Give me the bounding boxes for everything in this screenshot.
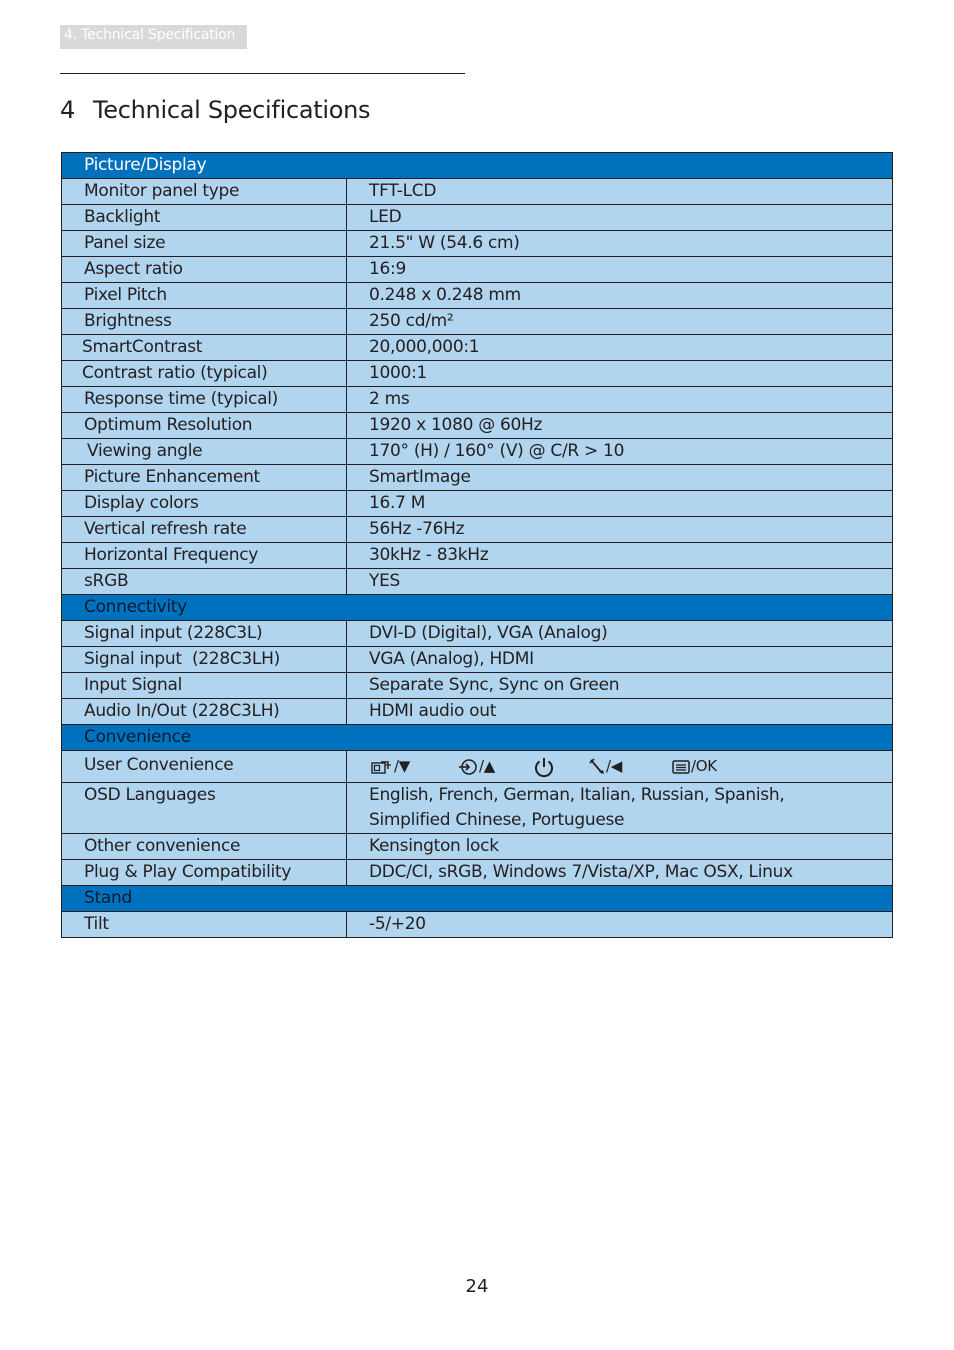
spec-label: Backlight <box>62 205 347 231</box>
spec-value: 21.5" W (54.6 cm) <box>347 231 893 257</box>
spec-value: SmartImage <box>347 465 893 491</box>
chapter-number: 4 <box>60 96 75 124</box>
spec-label: Pixel Pitch <box>62 283 347 309</box>
spec-label: Response time (typical) <box>62 387 347 413</box>
spec-label: OSD Languages <box>62 783 347 834</box>
spec-value: -5/+20 <box>347 912 893 938</box>
spec-label: Tilt <box>62 912 347 938</box>
power-icon <box>533 756 555 778</box>
spec-label: Plug & Play Compatibility <box>62 860 347 886</box>
smartimage-control <box>371 751 410 782</box>
table-row <box>62 439 893 465</box>
spec-value: 250 cd/m² <box>347 309 893 335</box>
table-row <box>62 465 893 491</box>
section-title: Picture/Display <box>62 153 893 179</box>
table-row <box>62 205 893 231</box>
spec-label: Picture Enhancement <box>62 465 347 491</box>
control-glyph: /▲ <box>479 757 495 775</box>
table-row <box>62 860 893 886</box>
spec-value: 16.7 M <box>347 491 893 517</box>
control-glyph: /OK <box>691 757 717 775</box>
spec-value: 170° (H) / 160° (V) @ C/R > 10 <box>347 439 893 465</box>
spec-label: Aspect ratio <box>62 257 347 283</box>
section-connectivity <box>62 595 893 621</box>
spec-value: HDMI audio out <box>347 699 893 725</box>
section-title: Connectivity <box>62 595 893 621</box>
osd-languages-line-1: English, French, German, Italian, Russian, Spanish, <box>369 785 785 805</box>
controls-cell <box>347 751 893 783</box>
spec-label: Brightness <box>62 309 347 335</box>
spec-label: Display colors <box>62 491 347 517</box>
table-row <box>62 517 893 543</box>
spec-label: Audio In/Out (228C3LH) <box>62 699 347 725</box>
section-convenience <box>62 725 893 751</box>
spec-label: sRGB <box>62 569 347 595</box>
spec-value: 56Hz -76Hz <box>347 517 893 543</box>
table-row <box>62 912 893 938</box>
table-row <box>62 231 893 257</box>
spec-label: Contrast ratio (typical) <box>62 361 347 387</box>
section-title: Stand <box>62 886 893 912</box>
spec-value: Separate Sync, Sync on Green <box>347 673 893 699</box>
table-row <box>62 309 893 335</box>
spec-label: SmartContrast <box>62 335 347 361</box>
table-row <box>62 387 893 413</box>
running-head: 4. Technical Specification <box>60 25 247 49</box>
spec-value: VGA (Analog), HDMI <box>347 647 893 673</box>
spec-label: Panel size <box>62 231 347 257</box>
section-title: Convenience <box>62 725 893 751</box>
spec-value: 16:9 <box>347 257 893 283</box>
spec-label: Other convenience <box>62 834 347 860</box>
table-row <box>62 621 893 647</box>
spec-value: Kensington lock <box>347 834 893 860</box>
spec-value: 1000:1 <box>347 361 893 387</box>
tools-control <box>589 751 622 782</box>
control-glyph: /◀ <box>606 757 622 775</box>
spec-value: 20,000,000:1 <box>347 335 893 361</box>
table-row <box>62 569 893 595</box>
section-stand <box>62 886 893 912</box>
spec-value: LED <box>347 205 893 231</box>
spec-label: Signal input (228C3L) <box>62 621 347 647</box>
spec-label: Input Signal <box>62 673 347 699</box>
spec-value: YES <box>347 569 893 595</box>
control-glyph: /▼ <box>394 757 410 775</box>
header-rule <box>60 73 465 74</box>
table-row <box>62 673 893 699</box>
menu-control <box>672 751 717 782</box>
spec-value: 0.248 x 0.248 mm <box>347 283 893 309</box>
input-control <box>458 751 495 782</box>
table-row <box>62 699 893 725</box>
table-row <box>62 413 893 439</box>
table-row <box>62 179 893 205</box>
spec-value <box>347 783 893 834</box>
chapter-title-text: Technical Specifications <box>93 96 371 124</box>
osd-languages-line-2: Simplified Chinese, Portuguese <box>369 810 625 830</box>
table-row <box>62 361 893 387</box>
table-row-osd-languages <box>62 783 893 834</box>
spec-value: 30kHz - 83kHz <box>347 543 893 569</box>
spec-label: User Convenience <box>62 751 347 783</box>
table-row <box>62 543 893 569</box>
power-control <box>533 756 556 778</box>
table-row <box>62 491 893 517</box>
table-row <box>62 257 893 283</box>
table-row-user-convenience <box>62 751 893 783</box>
table-row <box>62 647 893 673</box>
menu-icon <box>672 759 690 775</box>
spec-value: DVI-D (Digital), VGA (Analog) <box>347 621 893 647</box>
spec-table <box>61 152 893 938</box>
spec-label: Vertical refresh rate <box>62 517 347 543</box>
front-panel-controls <box>369 751 892 782</box>
tools-icon <box>589 758 605 776</box>
spec-label: Signal input (228C3LH) <box>62 647 347 673</box>
section-picture-display <box>62 153 893 179</box>
spec-value: 2 ms <box>347 387 893 413</box>
page-number: 24 <box>465 1276 489 1297</box>
spec-label: Optimum Resolution <box>62 413 347 439</box>
spec-value: 1920 x 1080 @ 60Hz <box>347 413 893 439</box>
table-row <box>62 335 893 361</box>
input-icon <box>458 758 478 776</box>
spec-label: Viewing angle <box>62 439 347 465</box>
spec-label: Monitor panel type <box>62 179 347 205</box>
table-row <box>62 283 893 309</box>
spec-label: Horizontal Frequency <box>62 543 347 569</box>
table-row <box>62 834 893 860</box>
spec-value: DDC/CI, sRGB, Windows 7/Vista/XP, Mac OSX, Linux <box>347 860 893 886</box>
smartimage-icon <box>371 759 393 775</box>
spec-value: TFT-LCD <box>347 179 893 205</box>
chapter-title <box>60 96 370 124</box>
